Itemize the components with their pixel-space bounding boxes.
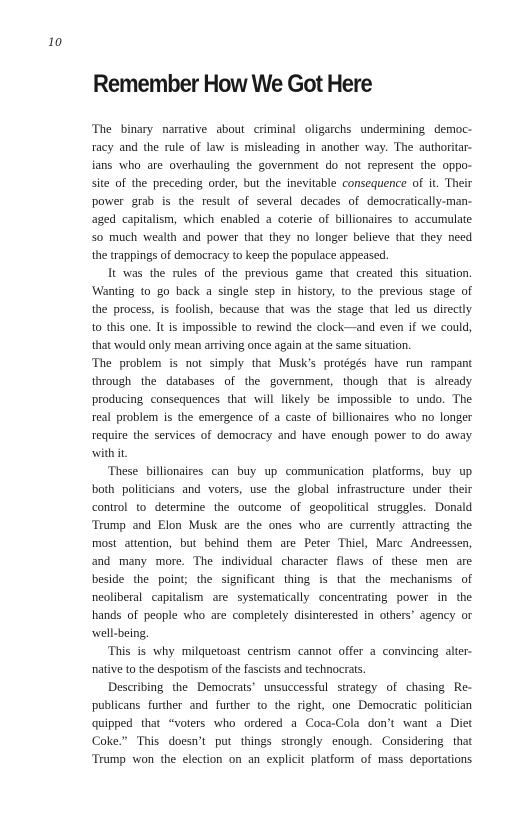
paragraph — [92, 462, 472, 642]
text-line: quipped that “voters who ordered a Coca-Cola don’t want a Diet — [92, 716, 472, 730]
text-line: through the databases of the government, though that is already — [92, 374, 472, 388]
text-line: real problem is the emergence of a caste of billionaires who no longer — [92, 410, 472, 424]
text-line: the trappings of democracy to keep the populace appeased. — [92, 248, 389, 262]
text-line: control to determine the outcome of geopolitical struggles. Donald — [92, 500, 472, 514]
paragraph — [92, 354, 472, 462]
text-line: Coke.” This doesn’t put things strongly enough. Considering that — [92, 734, 472, 748]
text-line: with it. — [92, 446, 128, 460]
text-line: aged capitalism, which enabled a coterie of billionaires to accumulate — [92, 212, 472, 226]
text-line: Trump and Elon Musk are the ones who are currently attracting the — [92, 518, 472, 532]
text-line: Describing the Democrats’ unsuccessful strategy of chasing Re- — [108, 680, 472, 694]
paragraph — [92, 642, 472, 678]
text-line: both politicians and voters, use the global infrastructure under their — [92, 482, 472, 496]
text-line: require the services of democracy and have enough power to do away — [92, 428, 472, 442]
text-line: the process, is foolish, because that was the stage that led us directly — [92, 302, 472, 316]
text-line: neoliberal capitalism are systematically concentrating power in the — [92, 590, 472, 604]
text-line: The binary narrative about criminal oligarchs undermining democ- — [92, 122, 472, 136]
emphasized-word: consequence — [342, 176, 407, 190]
text-line: These billionaires can buy up communication platforms, buy up — [108, 464, 472, 478]
paragraph — [92, 678, 472, 768]
text-line: racy and the rule of law is misleading in another way. The authoritar- — [92, 140, 472, 154]
text-line: so much wealth and power that they no longer believe that they need — [92, 230, 472, 244]
text-line: The problem is not simply that Musk’s protégés have run rampant — [92, 356, 472, 370]
text-line: most attention, but behind them are Peter Thiel, Marc Andreessen, — [92, 536, 472, 550]
text-line: well-being. — [92, 626, 150, 640]
text-line: producing consequences that will likely be impossible to undo. The — [92, 392, 472, 406]
text-line: and many more. The individual character flaws of these men are — [92, 554, 472, 568]
body-text — [92, 120, 472, 768]
text-line: that would only mean arriving once again at the same situation. — [92, 338, 412, 352]
page-number: 10 — [48, 36, 62, 49]
text-line: publicans further and further to the right, one Democratic politician — [92, 698, 472, 712]
text-line: beside the point; the significant thing is that the mechanisms of — [92, 572, 472, 586]
paragraph — [92, 120, 472, 264]
text-line: Trump won the election on an explicit platform of mass deportations — [92, 752, 472, 766]
text-line: site of the preceding order, but the inevitable consequence of it. Their — [92, 176, 472, 190]
text-line: Wanting to go back a single step in history, to the previous stage of — [92, 284, 472, 298]
text-line: to this one. It is impossible to rewind the clock—and even if we could, — [92, 320, 472, 334]
text-line: hands of people who are completely disinterested in others’ agency or — [92, 608, 472, 622]
chapter-title: Remember How We Got Here — [93, 70, 372, 98]
text-line: power grab is the result of several decades of democratically-man- — [92, 194, 472, 208]
text-line: It was the rules of the previous game that created this situation. — [108, 266, 472, 280]
text-line: ians who are overhauling the government do not represent the oppo- — [92, 158, 472, 172]
paragraph — [92, 264, 472, 354]
text-line: native to the despotism of the fascists and technocrats. — [92, 662, 366, 676]
text-line: This is why milquetoast centrism cannot offer a convincing alter- — [108, 644, 472, 658]
